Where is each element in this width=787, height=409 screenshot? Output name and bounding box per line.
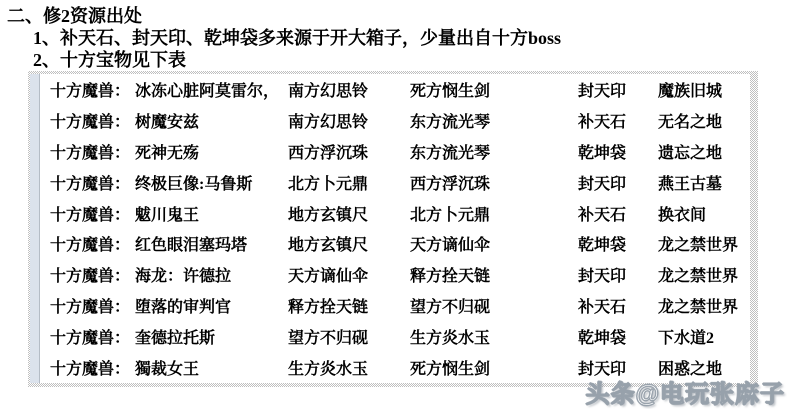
boss-cell xyxy=(40,356,288,379)
material-cell: 补天石 xyxy=(578,299,627,317)
treasure-b-cell: 天方谪仙伞 xyxy=(410,237,491,255)
boss-name: 奎德拉托斯 xyxy=(135,330,216,348)
material-cell: 封天印 xyxy=(578,82,627,100)
boss-cell xyxy=(40,263,288,286)
table-body xyxy=(40,74,750,383)
material-cell: 乾坤袋 xyxy=(578,144,627,162)
treasure-b-cell: 望方不归砚 xyxy=(410,299,491,317)
row-label: 十方魔兽： xyxy=(50,175,131,193)
location-cell: 无名之地 xyxy=(658,113,723,131)
treasure-a-cell: 北方卜元鼎 xyxy=(288,175,369,193)
boss-name: 冰冻心脏阿莫雷尔， xyxy=(135,82,280,100)
boss-name: 魃川鬼王 xyxy=(135,206,200,224)
boss-cell xyxy=(40,294,288,317)
location-cell: 下水道2 xyxy=(658,330,715,348)
table-row xyxy=(40,198,750,229)
treasure-b-cell: 西方浮沉珠 xyxy=(410,175,491,193)
row-label: 十方魔兽： xyxy=(50,206,131,224)
location-cell: 龙之禁世界 xyxy=(658,299,739,317)
material-cell: 乾坤袋 xyxy=(578,237,627,255)
row-label: 十方魔兽： xyxy=(50,82,131,100)
boss-name: 獨裁女王 xyxy=(135,361,200,379)
row-label: 十方魔兽： xyxy=(50,268,131,286)
treasure-a-cell: 地方玄镇尺 xyxy=(288,237,369,255)
table-row xyxy=(40,321,750,352)
row-label: 十方魔兽： xyxy=(50,113,131,131)
boss-cell xyxy=(40,232,288,255)
material-cell: 乾坤袋 xyxy=(578,330,627,348)
treasure-b-cell: 东方流光琴 xyxy=(410,144,491,162)
table-row xyxy=(40,259,750,290)
location-cell: 魔族旧城 xyxy=(658,82,723,100)
treasure-a-cell: 生方炎水玉 xyxy=(288,361,369,379)
note-sources: 1、补天石、封天印、乾坤袋多来源于开大箱子，少量出自十方boss xyxy=(33,28,562,48)
treasure-a-cell: 天方谪仙伞 xyxy=(288,268,369,286)
treasure-b-cell: 生方炎水玉 xyxy=(410,330,491,348)
table-row xyxy=(40,167,750,198)
table-row xyxy=(40,105,750,136)
boss-cell xyxy=(40,140,288,163)
treasure-a-cell: 西方浮沉珠 xyxy=(288,144,369,162)
table-left-strip xyxy=(30,74,40,383)
boss-name: 红色眼泪塞玛塔 xyxy=(135,237,248,255)
location-cell: 换衣间 xyxy=(658,206,707,224)
boss-name: 海龙：许德拉 xyxy=(135,268,232,286)
note-table-intro: 2、十方宝物见下表 xyxy=(33,50,186,70)
boss-name: 树魔安兹 xyxy=(135,113,200,131)
treasure-a-cell: 地方玄镇尺 xyxy=(288,206,369,224)
treasure-b-cell: 东方流光琴 xyxy=(410,113,491,131)
boss-cell xyxy=(40,325,288,348)
treasure-b-cell: 释方拴天链 xyxy=(410,268,491,286)
boss-cell xyxy=(40,78,288,101)
location-cell: 龙之禁世界 xyxy=(658,237,739,255)
treasure-b-cell: 死方悯生剑 xyxy=(410,361,491,379)
watermark: 头条@电玩张麻子 xyxy=(585,381,785,408)
treasure-a-cell: 望方不归砚 xyxy=(288,330,369,348)
treasure-a-cell: 南方幻思铃 xyxy=(288,82,369,100)
location-cell: 遗忘之地 xyxy=(658,144,723,162)
row-label: 十方魔兽： xyxy=(50,330,131,348)
table-row xyxy=(40,290,750,321)
location-cell: 困惑之地 xyxy=(658,361,723,379)
boss-cell xyxy=(40,171,288,194)
treasure-a-cell: 南方幻思铃 xyxy=(288,113,369,131)
table-row xyxy=(40,229,750,260)
table-row xyxy=(40,136,750,167)
boss-name: 堕落的审判官 xyxy=(135,299,232,317)
material-cell: 补天石 xyxy=(578,206,627,224)
material-cell: 封天印 xyxy=(578,361,627,379)
section-title: 二、修2资源出处 xyxy=(7,6,142,26)
material-cell: 补天石 xyxy=(578,113,627,131)
row-label: 十方魔兽： xyxy=(50,361,131,379)
location-cell: 燕王古墓 xyxy=(658,175,723,193)
boss-cell xyxy=(40,202,288,225)
boss-name: 终极巨像:马鲁斯 xyxy=(135,175,253,193)
row-label: 十方魔兽： xyxy=(50,299,131,317)
location-cell: 龙之禁世界 xyxy=(658,268,739,286)
boss-name: 死神无殇 xyxy=(135,144,200,162)
treasure-b-cell: 死方悯生剑 xyxy=(410,82,491,100)
treasure-b-cell: 北方卜元鼎 xyxy=(410,206,491,224)
treasure-a-cell: 释方拴天链 xyxy=(288,299,369,317)
boss-cell xyxy=(40,109,288,132)
row-label: 十方魔兽： xyxy=(50,237,131,255)
treasure-table xyxy=(28,71,758,387)
material-cell: 封天印 xyxy=(578,175,627,193)
table-row xyxy=(40,74,750,105)
row-label: 十方魔兽： xyxy=(50,144,131,162)
material-cell: 封天印 xyxy=(578,268,627,286)
